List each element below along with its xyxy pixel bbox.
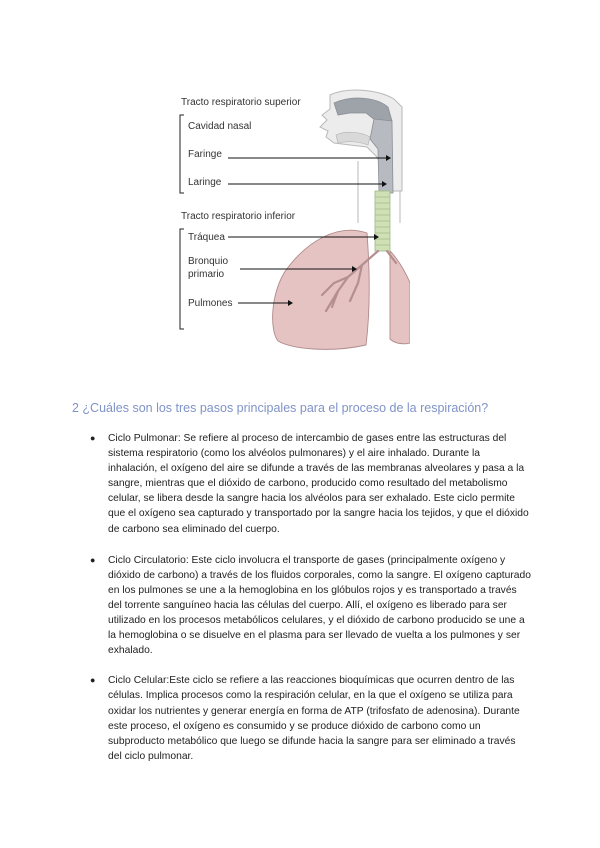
upper-tract-bracket <box>180 115 184 193</box>
respiratory-system-diagram <box>162 73 410 356</box>
lower-tract-bracket <box>180 229 184 329</box>
label-pulmones: Pulmones <box>188 298 233 309</box>
upper-tract-heading: Tracto respiratorio superior <box>181 97 301 108</box>
label-cavidad-nasal: Cavidad nasal <box>188 121 252 132</box>
list-item-ciclo-celular <box>90 673 532 764</box>
label-traquea: Tráquea <box>188 232 225 243</box>
question-heading: 2 ¿Cuáles son los tres pasos principales para el proceso de la respiración? <box>72 401 489 415</box>
bullet-icon: ● <box>90 554 96 565</box>
right-lung-shape <box>390 251 410 344</box>
list-item-ciclo-circulatorio <box>90 553 532 659</box>
label-faringe: Faringe <box>188 149 222 160</box>
label-primario: primario <box>188 269 225 280</box>
bullet-icon: ● <box>90 433 96 443</box>
lower-tract-heading: Tracto respiratorio inferior <box>181 211 296 222</box>
pharynx-shape <box>370 119 393 193</box>
list-item-ciclo-pulmonar <box>90 431 532 537</box>
bullet-icon: ● <box>90 675 96 686</box>
steps-list <box>90 431 532 779</box>
step-text: Ciclo Circulatorio: Este ciclo involucra el transporte de gases (principalmente oxígeno y dióxido de carbono) a través de los fluidos corporales, como la sangre. El oxígeno capturado en los pulmones se une a la hemoglobina en los glóbulos rojos y es transportado a través del torrente sanguíneo hacia las células del cuerpo. Allí, el oxígeno es liberado para ser utilizado en los procesos metabólicos celulares, y el dióxido de carbono producido se une a la hemoglobina o se disuelve en el plasma para ser llevado de vuelta a los pulmones y ser exhalado. <box>108 554 531 657</box>
label-bronquio: Bronquio <box>188 256 229 267</box>
label-laringe: Laringe <box>188 177 222 188</box>
respiratory-diagram-svg <box>162 73 410 356</box>
step-text: Ciclo Celular:Este ciclo se refiere a las reacciones bioquímicas que ocurren dentro de las células. Implica procesos como la respiración celular, en la que el oxígeno se utiliza para oxidar los nutrientes y generar energía en forma de ATP (trifosfato de adenosina). Durante este proceso, el oxígeno es consumido y se produce dióxido de carbono como un subproducto metabólico que luego se difunde hacia la sangre para ser eliminado a través del ciclo pulmonar. <box>108 675 520 762</box>
step-text: Ciclo Pulmonar: Se refiere al proceso de intercambio de gases entre las estructuras del sistema respiratorio (como los alvéolos pulmonares) y el aire inhalado. Durante la inhalación, el oxígeno del aire se difunde a través de las membranas alveolares y pasa a la sangre, mientras que el dióxido de carbono, producido como resultado del metabolismo celular, se libera desde la sangre hacia los alvéolos para ser exhalado. Este ciclo permite que el oxígeno sea capturado y transportado por la sangre hacia los tejidos, y que el dióxido de carbono sea eliminado del cuerpo. <box>108 433 529 535</box>
